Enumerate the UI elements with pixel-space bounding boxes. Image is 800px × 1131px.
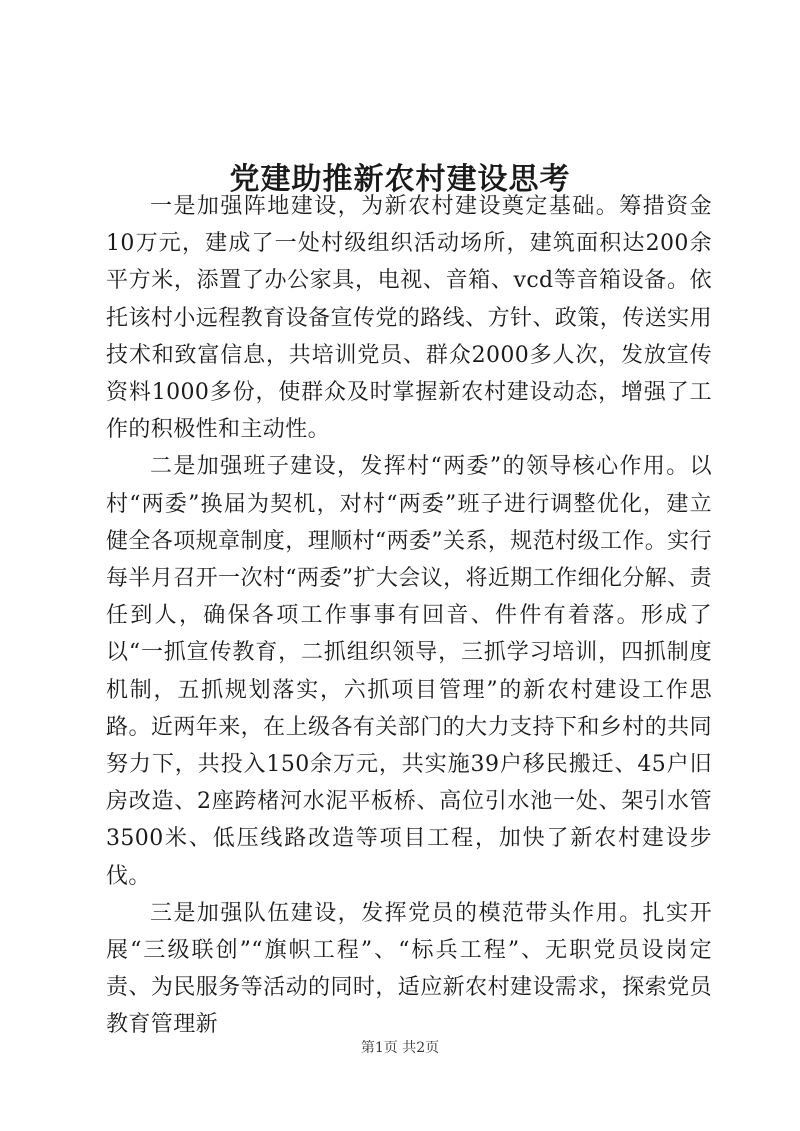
paragraph-1: 一是加强阵地建设，为新农村建设奠定基础。筹措资金10万元，建成了一处村级组织活动场所，建筑面积达200余平方米，添置了办公家具，电视、音箱、vcd等音箱设备。依托该村小远程教育设备宣传党的路线、方针、政策，传送实用技术和致富信息，共培训党员、群众2000多人次，发放宣传资料1000多份，使群众及时掌握新农村建设动态，增强了工作的积极性和主动性。 <box>106 194 712 443</box>
document-body <box>106 188 712 1044</box>
paragraph-2: 二是加强班子建设，发挥村“两委”的领导核心作用。以村“两委”换届为契机，对村“两委”班子进行调整优化，建立健全各项规章制度，理顺村“两委”关系，规范村级工作。实行每半月召开一次村“两委”扩大会议，将近期工作细化分解、责任到人，确保各项工作事事有回音、件件有着落。形成了以“一抓宣传教育，二抓组织领导，三抓学习培训，四抓制度机制，五抓规划落实，六抓项目管理”的新农村建设工作思路。近两年来，在上级各有关部门的大力支持下和乡村的共同努力下，共投入150余万元，共实施39户移民搬迁、45户旧房改造、2座跨楮河水泥平板桥、高位引水池一处、架引水管3500米、低压线路改造等项目工程，加快了新农村建设步伐。 <box>106 454 712 889</box>
page-footer: 第1页 共2页 <box>360 1040 440 1056</box>
page-title: 党建助推新农村建设思考 <box>229 162 571 198</box>
paragraph-3: 三是加强队伍建设，发挥党员的模范带头作用。扎实开展“三级联创”“旗帜工程”、“标兵工程”、无职党员设岗定责、为民服务等活动的同时，适应新农村建设需求，探索党员教育管理新 <box>106 900 712 1038</box>
